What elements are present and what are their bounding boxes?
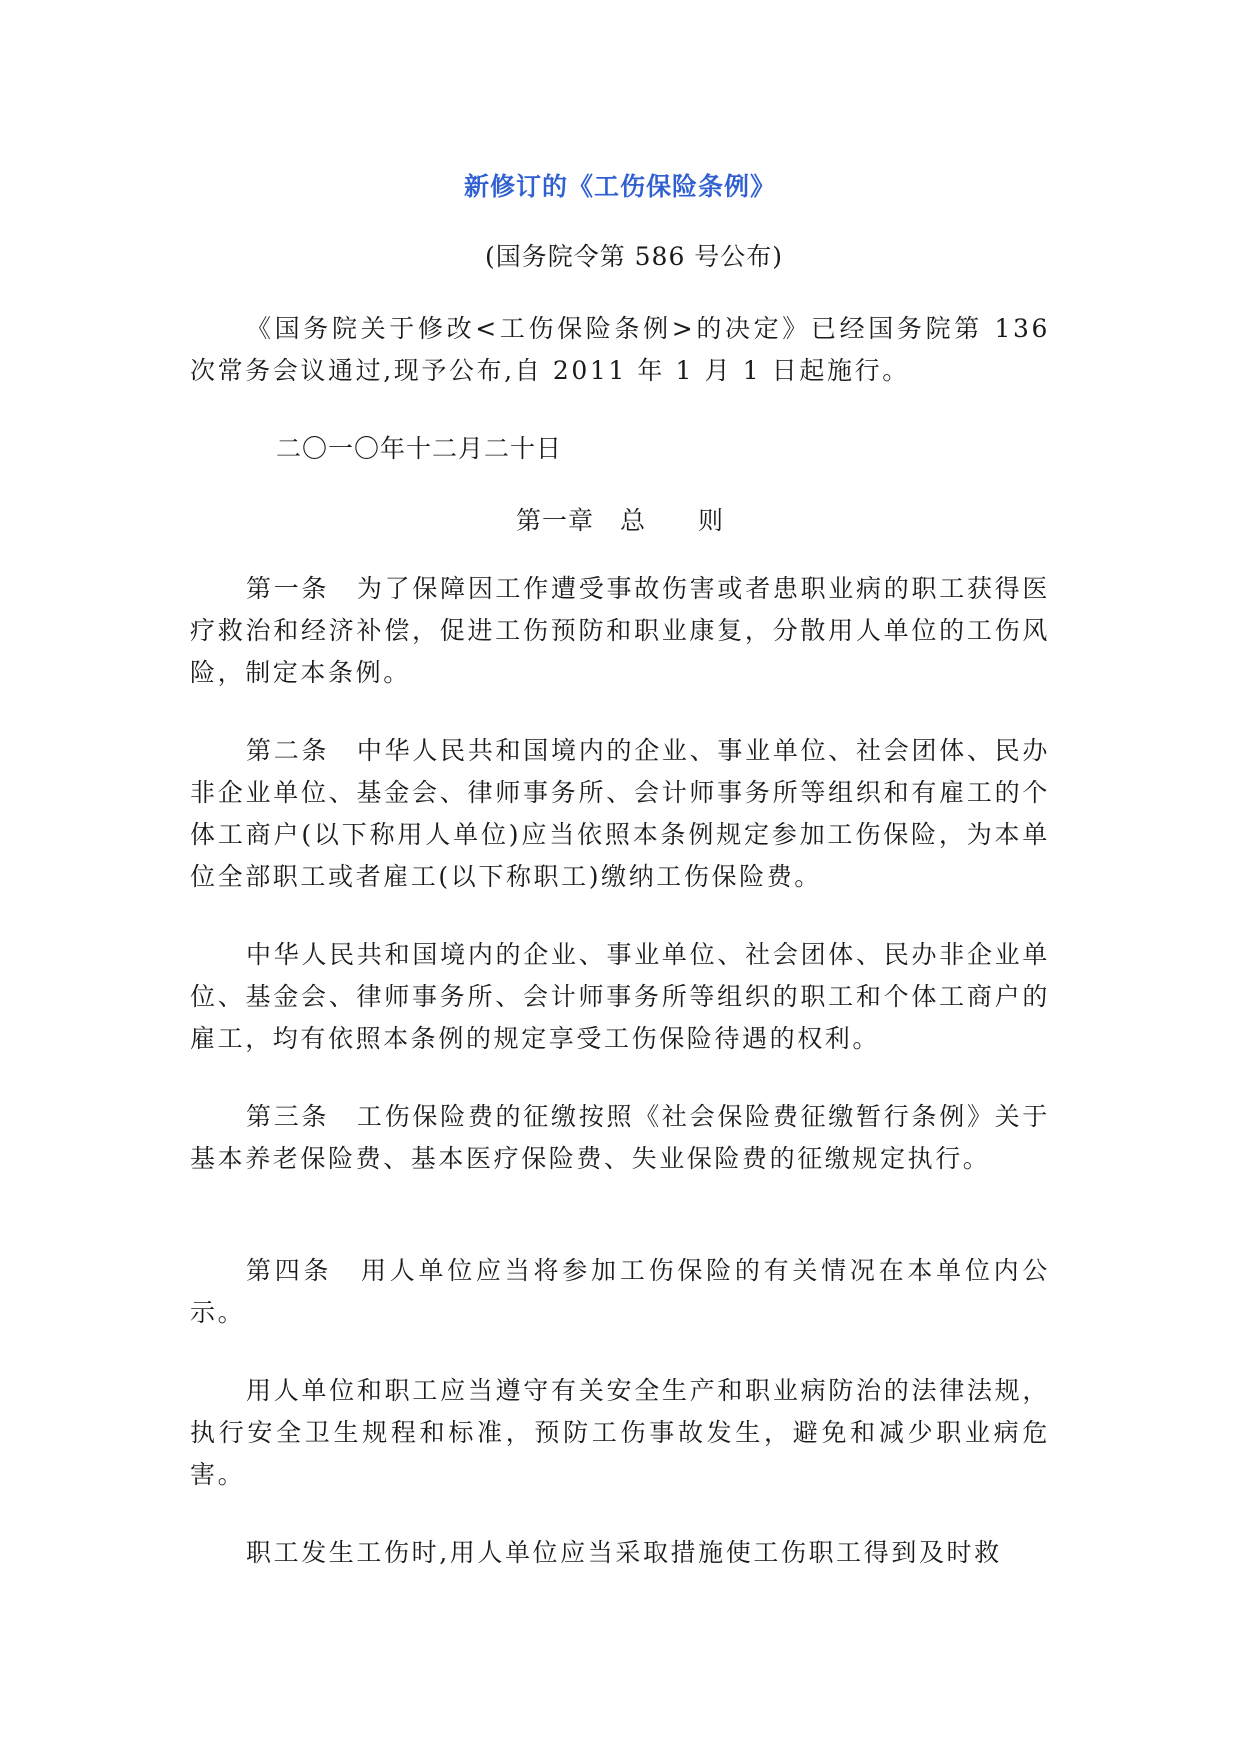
blank-line: [190, 1216, 1050, 1250]
article-4-subparagraph-2: 职工发生工伤时,用人单位应当采取措施使工伤职工得到及时救: [246, 1538, 1002, 1567]
preamble-paragraph: 《国务院关于修改<工伤保险条例>的决定》已经国务院第 136 次常务会议通过,现予公布,自 2011 年 1 月 1 日起施行。: [190, 314, 1050, 385]
decree-date: 二〇一〇年十二月二十日: [276, 434, 563, 463]
article-1-paragraph: 第一条 为了保障因工作遭受事故伤害或者患职业病的职工获得医疗救治和经济补偿，促进工伤预防和职业康复，分散用人单位的工伤风险，制定本条例。: [190, 574, 1050, 687]
article-2-paragraph: 第二条 中华人民共和国境内的企业、事业单位、社会团体、民办非企业单位、基金会、律师事务所、会计师事务所等组织和有雇工的个体工商户(以下称用人单位)应当依照本条例规定参加工伤保险，为本单位全部职工或者雇工(以下称职工)缴纳工伤保险费。: [190, 736, 1050, 891]
article-4-subparagraph: 用人单位和职工应当遵守有关安全生产和职业病防治的法律法规，执行安全卫生规程和标准，预防工伤事故发生，避免和减少职业病危害。: [190, 1376, 1050, 1489]
article-3-paragraph: 第三条 工伤保险费的征缴按照《社会保险费征缴暂行条例》关于基本养老保险费、基本医疗保险费、失业保险费的征缴规定执行。: [190, 1102, 1050, 1173]
chapter-heading: 第一章 总 则: [515, 506, 724, 535]
document-body: [190, 170, 1050, 1610]
article-2-subparagraph: 中华人民共和国境内的企业、事业单位、社会团体、民办非企业单位、基金会、律师事务所、会计师事务所等组织的职工和个体工商户的雇工，均有依照本条例的规定享受工伤保险待遇的权利。: [190, 940, 1050, 1053]
decree-number: (国务院令第 586 号公布): [484, 242, 784, 271]
article-4-paragraph: 第四条 用人单位应当将参加工伤保险的有关情况在本单位内公示。: [190, 1256, 1050, 1327]
document-title: 新修订的《工伤保险条例》: [463, 172, 776, 201]
